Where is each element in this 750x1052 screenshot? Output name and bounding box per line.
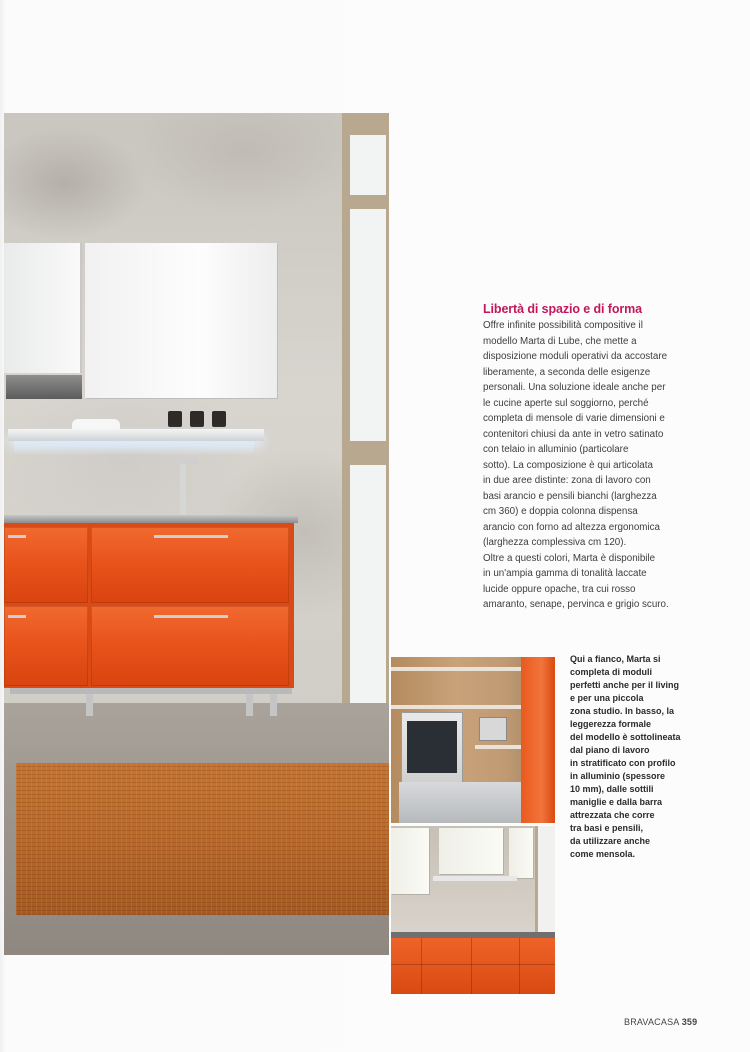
door-seam [421,938,422,994]
shelf [391,705,521,709]
window-pane [350,209,386,441]
wall-cabinet [439,828,503,874]
shelf [475,745,521,749]
door-seam [391,964,555,965]
window [535,826,555,936]
body-line: Oltre a questi colori, Marta è disponibile [483,552,656,564]
caption-line: tra basi e pensili, [570,823,644,833]
door-seam [471,938,472,994]
cabinet-door [91,606,289,686]
cabinet-door [91,527,289,603]
body-line: cm 360) e doppia colonna dispensa [483,506,638,517]
body-line: contenitori chiusi da ante in vetro satinato [483,428,664,440]
caption-line: in stratificato con profilo [570,758,676,768]
television [401,712,463,786]
cabinet-handle [8,535,26,538]
body-line: arancio con forno ad altezza ergonomica [483,521,660,533]
main-kitchen-photo [4,113,389,955]
body-line: lucide oppure opache, tra cui rosso [483,583,636,595]
kitchen-detail-photo [391,826,555,994]
caption-line: come mensola. [570,849,636,859]
satin-glass-doors [399,782,524,823]
stone-wall [4,113,349,803]
jar [190,411,204,427]
window-pane [350,465,386,723]
extractor-hood [6,375,82,399]
caption-line: leggerezza formale [570,719,652,729]
body-line: modello Marta di Lube, che mette a [483,335,637,347]
cabinet-handle [8,615,26,618]
shelf-light [14,441,254,455]
shelf [391,667,521,671]
caption-line: Qui a fianco, Marta si [570,654,661,664]
caption-line: dal piano di lavoro [570,745,650,755]
cabinet-door [4,527,88,603]
cabinet-door [4,606,88,686]
body-line: basi arancio e pensili bianchi (larghezza [483,490,657,502]
caption-line: e per una piccola [570,693,644,703]
tv-screen [407,721,457,773]
body-line: le cucine aperte sul soggiorno, perché [483,397,649,409]
jar [168,411,182,427]
body-line: (larghezza complessiva cm 120). [483,537,627,548]
orange-column [521,657,555,823]
page-folio [624,1017,697,1027]
caption-line: del modello è sottolineata [570,732,681,742]
caption-line: da utilizzare anche [570,836,651,846]
page-number: 359 [681,1017,698,1027]
magazine-name: BRAVACASA [624,1017,679,1027]
orange-base-units [391,938,555,994]
window-pane [350,135,386,195]
living-photo [391,657,555,823]
body-line: in un'ampia gamma di tonalità laccate [483,568,647,579]
equipped-shelf-bar [433,876,517,881]
cabinet-leg [270,694,277,716]
computer-monitor [479,717,507,741]
wall-cabinet [509,828,533,878]
caption-line: 10 mm), dalle sottili [570,784,654,794]
body-line: amaranto, senape, pervinca e grigio scuro. [483,599,669,610]
caption-line: in alluminio (spessore [570,771,666,781]
cabinet-leg [86,694,93,716]
orange-base-units [4,523,294,688]
window-frame [342,113,389,723]
door-seam [519,938,520,994]
caption-line: zona studio. In basso, la [570,706,675,716]
faucet [180,458,186,518]
body-line: sotto). La composizione è qui articolata [483,459,653,471]
article-body [483,318,698,613]
body-line: liberamente, a seconda delle esigenze [483,366,651,378]
caption-line: perfetti anche per il living [570,680,680,690]
equipped-shelf-bar [8,429,264,441]
photo-caption [570,653,700,861]
jar [212,411,226,427]
faucet-spout [180,458,198,464]
body-line: completa di mensole di varie dimensioni e [483,413,665,424]
cabinet-handle [154,535,228,538]
wall-cabinet-left [4,243,82,373]
caption-line: completa di moduli [570,667,653,677]
article-text [483,300,698,613]
article-heading: Libertà di spazio e di forma [483,302,643,316]
orange-rug [16,763,389,915]
caption-line: attrezzata che corre [570,810,655,820]
body-line: disposizione moduli operativi da accostare [483,351,668,362]
body-line: Offre infinite possibilità compositive il [483,320,643,331]
cabinet-leg [246,694,253,716]
body-line: con telaio in alluminio (particolare [483,444,629,455]
wall-cabinet [391,828,429,894]
body-line: in due aree distinte: zona di lavoro con [483,475,651,486]
caption-line: maniglie e dalla barra [570,797,663,807]
body-line: personali. Una soluzione ideale anche per [483,382,666,393]
worktop [4,515,298,523]
wall-cabinet-white [85,243,277,398]
cabinet-handle [154,615,228,618]
